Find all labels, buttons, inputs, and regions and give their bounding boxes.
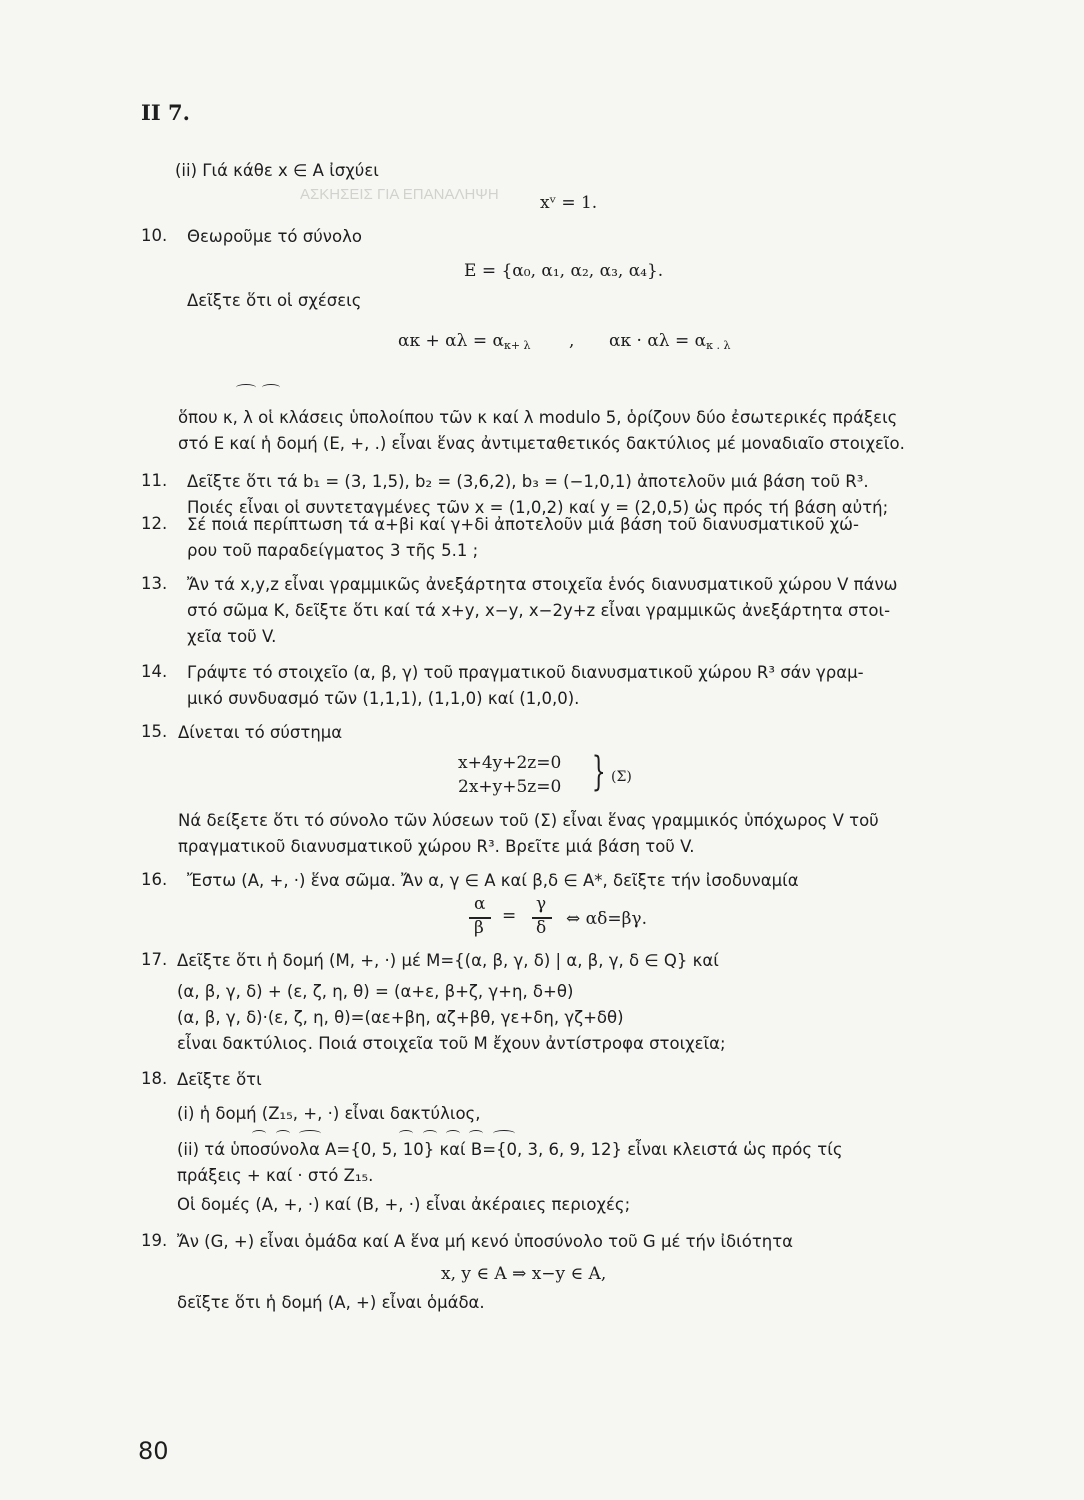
ex10-intro: Θεωροῦμε τό σύνολο [187,227,362,246]
bleed-through: ΑΣΚΗΣΕΙΣ ΓΙΑ ΕΠΑΝΑΛΗΨΗ [300,186,499,203]
ex18-part-ii-cont: πράξεις + καί · στό Z₁₅. [177,1166,374,1185]
ex16-frac1-den: β [474,918,484,938]
ex10-line1: ὅπου κ, λ οἱ κλάσεις ὑπολοίπου τῶν κ καί λ modulo 5, ὁρίζουν δύο ἐσωτερικές πράξεις [178,408,898,427]
ex16-frac1-num: α [474,894,486,914]
hat-B-3 [423,1130,437,1137]
ex15-eq1: x+4y+2z=0 [458,753,562,773]
relation-sum-lhs: ακ + αλ = α [398,331,504,351]
ex15-line2: πραγματικοῦ διανυσματικοῦ χώρου R³. Βρεῖτε μιά βάση τοῦ V. [178,837,695,856]
ex16-equals: = [502,906,517,926]
ex16-line1: Ἔστω (A, +, ·) ἕνα σῶμα. Ἄν α, γ ∈ A καί β,δ ∈ A*, δεῖξτε τήν ἰσοδυναμία [187,871,799,890]
ex13-number: 13. [141,574,168,593]
ex15-intro: Δίνεται τό σύστημα [178,723,343,742]
ex18-number: 18. [141,1069,168,1088]
hat-lambda [262,384,280,391]
ex17-line1: Δεῖξτε ὅτι ἡ δομή (M, +, ·) μέ M={(α, β, γ, δ) | α, β, γ, δ ∈ Q} καί [177,951,719,970]
ex19-formula: x, y ∈ A ⇒ x−y ∈ A, [441,1264,607,1284]
hat-A-5 [276,1130,290,1137]
ex14-line1: Γράψτε τό στοιχεῖο (α, β, γ) τοῦ πραγματικοῦ διανυσματικοῦ χώρου R³ σάν γραμ- [187,663,864,682]
prev-formula: xᵛ = 1. [540,193,598,213]
ex10-relation-product [609,331,730,352]
ex10-line2: στό E καί ἡ δομή (E, +, .) εἶναι ἕνας ἀντιμεταθετικός δακτύλιος μέ μοναδιαῖο στοιχεῖο. [178,434,905,453]
hat-B-6 [446,1130,460,1137]
relation-sum-sub: κ+ λ [503,339,531,352]
ex18-question: Οἱ δομές (A, +, ·) καί (B, +, ·) εἶναι ἀκέραιες περιοχές; [177,1195,631,1214]
ex18-intro: Δεῖξτε ὅτι [177,1070,262,1089]
hat-A-10 [299,1130,321,1137]
ex16-frac2-den: δ [536,918,547,938]
ex11-line2: Ποιές εἶναι οἱ συντεταγμένες τῶν x = (1,0,2) καί y = (2,0,5) ὡς πρός τή βάση αὐτή; [187,498,889,517]
ex14-number: 14. [141,662,168,681]
ex16-frac2-num: γ [536,894,547,914]
ex13-line1: Ἄν τά x,y,z εἶναι γραμμικῶς ἀνεξάρτητα στοιχεῖα ἑνός διανυσματικοῦ χώρου V πάνω [187,575,898,594]
ex17-number: 17. [141,950,168,969]
ex17-line4: εἶναι δακτύλιος. Ποιά στοιχεῖα τοῦ M ἔχουν ἀντίστροφα στοιχεῖα; [177,1034,726,1053]
hat-B-9 [469,1130,483,1137]
ex15-number: 15. [141,722,168,741]
ex15-label: (Σ) [611,769,632,785]
ex13-line2: στό σῶμα K, δεῖξτε ὅτι καί τά x+y, x−y, x−2y+z εἶναι γραμμικῶς ἀνεξάρτητα στοι- [187,601,891,620]
ex15-brace: } [591,749,606,795]
ex19-line1: Ἄν (G, +) εἶναι ὁμάδα καί A ἕνα μή κενό ὑποσύνολο τοῦ G μέ τήν ἰδιότητα [177,1232,794,1251]
relation-product-lhs: ακ · αλ = α [609,331,707,351]
ex10-show: Δεῖξτε ὅτι οἱ σχέσεις [187,291,362,310]
prev-item-text: (ii) Γιά κάθε x ∈ A ἰσχύει [175,161,379,180]
ex16-rhs: ⇔ αδ=βγ. [566,909,647,929]
ex11-number: 11. [141,471,168,490]
ex10-number: 10. [141,226,168,245]
ex18-part-i: (i) ἡ δομή (Z₁₅, +, ·) εἶναι δακτύλιος, [177,1104,481,1123]
ex13-line3: χεῖα τοῦ V. [187,627,277,646]
ex14-line2: μικό συνδυασμό τῶν (1,1,1), (1,1,0) καί (1,0,0). [187,689,580,708]
ex11-line1: Δεῖξτε ὅτι τά b₁ = (3, 1,5), b₂ = (3,6,2), b₃ = (−1,0,1) ἀποτελοῦν μιά βάση τοῦ R³. [187,472,869,491]
ex10-set: E = {α₀, α₁, α₂, α₃, α₄}. [464,261,664,281]
ex12-number: 12. [141,514,168,533]
hat-B-12 [493,1130,515,1137]
ex19-line2: δεῖξτε ὅτι ἡ δομή (A, +) εἶναι ὁμάδα. [177,1293,485,1312]
ex17-line2: (α, β, γ, δ) + (ε, ζ, η, θ) = (α+ε, β+ζ, γ+η, δ+θ) [177,982,574,1001]
ex18-part-ii: (ii) τά ὑποσύνολα A={0, 5, 10} καί B={0, 3, 6, 9, 12} εἶναι κλειστά ὡς πρός τίς [177,1140,843,1159]
ex15-eq2: 2x+y+5z=0 [458,777,562,797]
ex16-number: 16. [141,870,168,889]
ex19-number: 19. [141,1231,168,1250]
ex10-relation-sum [398,331,531,352]
ex12-line2: ρου τοῦ παραδείγματος 3 τῆς 5.1 ; [187,541,479,560]
relation-product-sub: κ . λ [706,339,731,352]
ex12-line1: Σέ ποιά περίπτωση τά α+βi καί γ+δi ἀποτελοῦν μιά βάση τοῦ διανυσματικοῦ χώ- [187,515,859,534]
section-header: II 7. [141,100,190,125]
page-number: 80 [138,1437,169,1465]
ex10-separator: , [569,331,575,351]
hat-kappa [236,384,256,391]
ex15-line1: Νά δείξετε ὅτι τό σύνολο τῶν λύσεων τοῦ (Σ) εἶναι ἕνας γραμμικός ὑπόχωρος V τοῦ [178,811,879,830]
hat-B-0 [399,1130,413,1137]
hat-A-0 [252,1130,266,1137]
ex17-line3: (α, β, γ, δ)·(ε, ζ, η, θ)=(αε+βη, αζ+βθ, γε+δη, γζ+δθ) [177,1008,624,1027]
